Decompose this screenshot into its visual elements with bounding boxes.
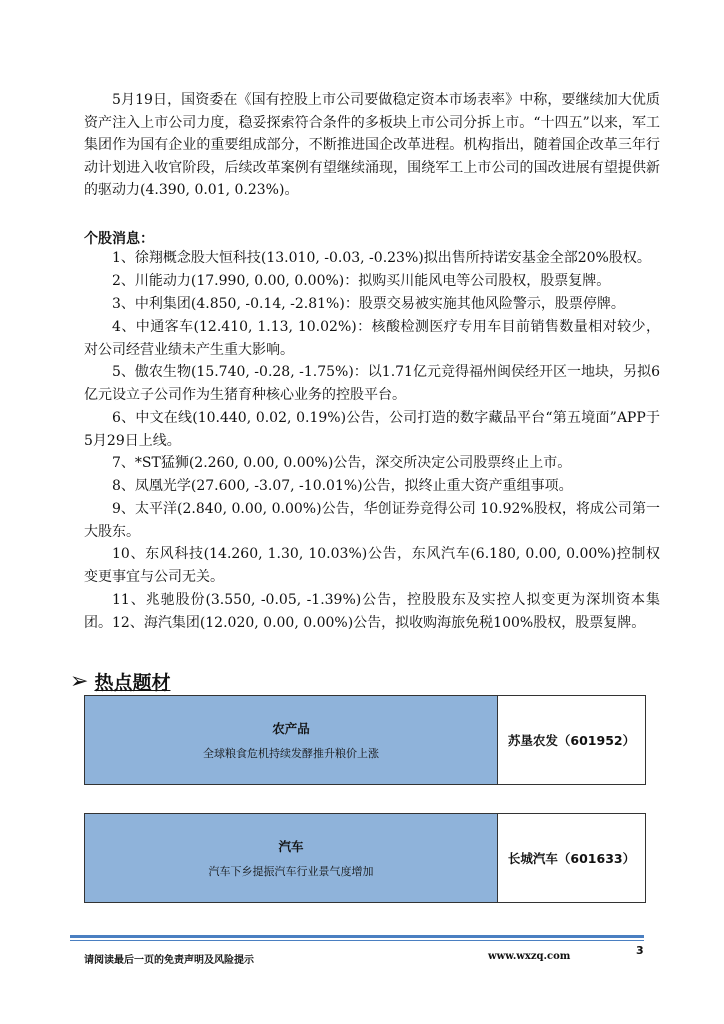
hot-topics-heading xyxy=(70,668,170,694)
hot-topic-info xyxy=(85,696,498,784)
stock-news-item-8: 8、凤凰光学(27.600, -3.07, -10.01%)公告，拟终止重大资产重组事项。 xyxy=(112,478,573,494)
page-number: 3 xyxy=(636,944,644,957)
stock-news-item-4: 4、中通客车(12.410, 1.13, 10.02%)：核酸检测医疗专用车目前销售数量相对较少，对公司经营业绩未产生重大影响。 xyxy=(84,319,660,358)
footer-disclaimer: 请阅读最后一页的免责声明及风险提示 xyxy=(84,955,254,966)
hot-topic-stock: 长城汽车（601633） xyxy=(507,851,636,866)
stock-news-item-2: 2、川能动力(17.990, 0.00, 0.00%)：拟购买川能风电等公司股权，股票复牌。 xyxy=(112,273,611,289)
hot-topic-desc: 汽车下乡提振汽车行业景气度增加 xyxy=(208,865,374,878)
hot-topic-name: 汽车 xyxy=(278,839,304,854)
stock-news-item-12: 12、海汽集团(12.020, 0.00, 0.00%)公告，拟收购海旅免税100%股权，股票复牌。 xyxy=(112,615,646,631)
hot-topic-name: 农产品 xyxy=(272,721,310,736)
footer-rule xyxy=(70,935,644,938)
hot-topic-card-2 xyxy=(84,813,646,903)
hot-topic-stock: 苏垦农发（601952） xyxy=(507,733,636,748)
footer-url[interactable]: www.wxzq.com xyxy=(488,951,571,962)
arrow-icon: ➢ xyxy=(70,668,89,694)
stock-news-item-7: 7、*ST猛狮(2.260, 0.00, 0.00%)公告，深交所决定公司股票终止上市。 xyxy=(112,455,572,471)
footer-rule-thin xyxy=(70,940,644,941)
stock-news-item-11: 11、兆驰股份(3.550, -0.05, -1.39%)公告，控股股东及实控人拟变更为深圳资本集团。 xyxy=(84,592,660,631)
stock-news-heading: 个股消息： xyxy=(84,231,154,247)
hot-topic-info xyxy=(85,814,498,902)
stock-news-item-1: 1、徐翔概念股大恒科技(13.010, -0.03, -0.23%)拟出售所持诺安基金全部20%股权。 xyxy=(112,250,651,266)
hot-topics-title: 热点题材 xyxy=(94,671,171,694)
stock-news-item-10: 10、东风科技(14.260, 1.30, 10.03%)公告，东风汽车(6.180, 0.00, 0.00%)控制权变更事宜与公司无关。 xyxy=(84,546,660,585)
hot-topic-desc: 全球粮食危机持续发酵推升粮价上涨 xyxy=(203,747,379,760)
hot-topic-card-1 xyxy=(84,695,646,785)
stock-news-item-5: 5、傲农生物(15.740, -0.28, -1.75%)：以1.71亿元竞得福州闽侯经开区一地块，另拟6亿元设立子公司作为生猪育种核心业务的控股平台。 xyxy=(84,364,660,403)
stock-news-item-6: 6、中文在线(10.440, 0.02, 0.19%)公告，公司打造的数字藏品平台“第五境面”APP于5月29日上线。 xyxy=(84,410,660,449)
stock-news-item-3: 3、中利集团(4.850, -0.14, -2.81%)：股票交易被实施其他风险警示，股票停牌。 xyxy=(112,296,625,312)
intro-paragraph: 5月19日，国资委在《国有控股上市公司要做稳定资本市场表率》中称，要继续加大优质资产注入上市公司力度，稳妥探索符合条件的多板块上市公司分拆上市。“十四五”以来，军工集团作为国有企业的重要组成部分，不断推进国企改革进程。机构指出，随着国企改革三年行动计划进入收官阶段，后续改革案例有望继续涌现，围绕军工上市公司的国改进展有望提供新的驱动力(4.390, 0.01, 0.23%)。 xyxy=(84,92,660,198)
stock-news-item-9: 9、太平洋(2.840, 0.00, 0.00%)公告，华创证券竞得公司 10.92%股权，将成公司第一大股东。 xyxy=(84,501,660,540)
